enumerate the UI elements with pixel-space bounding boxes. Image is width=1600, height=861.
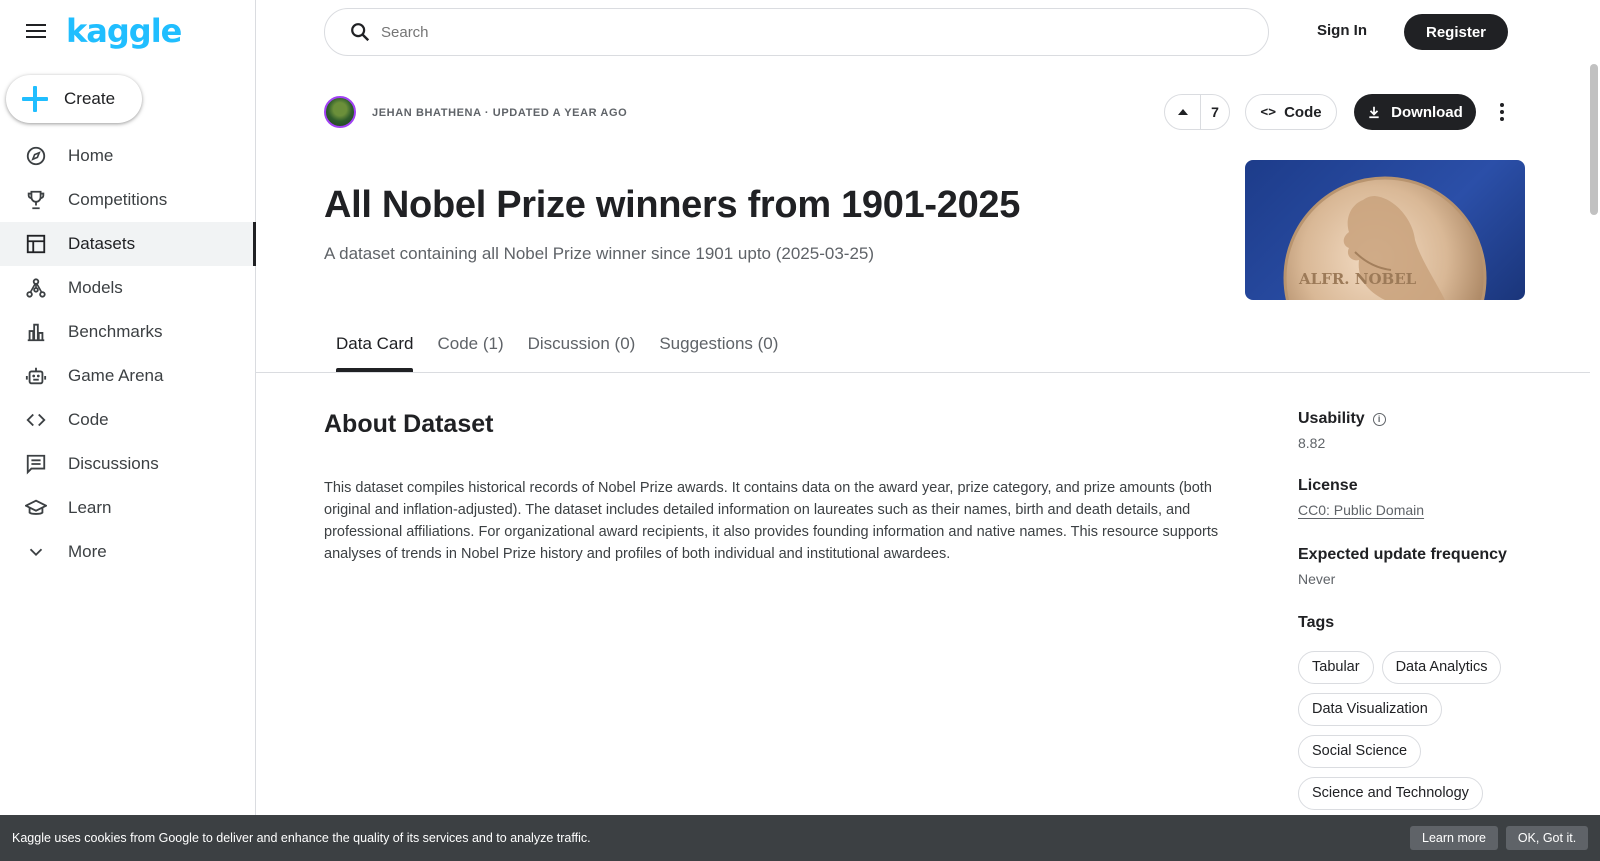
- usability-value: 8.82: [1298, 435, 1326, 451]
- tab-code[interactable]: Code (1): [437, 334, 504, 353]
- page-title: All Nobel Prize winners from 1901-2025: [324, 184, 1021, 226]
- tags-label: Tags: [1298, 614, 1335, 631]
- tag-chip[interactable]: Science and Technology: [1298, 777, 1483, 810]
- sidebar-item-home[interactable]: [0, 134, 256, 178]
- code-icon: <>: [1260, 104, 1277, 120]
- sign-in-link[interactable]: Sign In: [1317, 22, 1367, 39]
- sidebar-item-label: Discussions: [68, 454, 159, 473]
- cookie-text: Kaggle uses cookies from Google to deliver and enhance the quality of its services and to analyze traffic.: [12, 831, 591, 845]
- tag-chip[interactable]: Social Science: [1298, 735, 1421, 768]
- sidebar-item-label: Home: [68, 146, 114, 165]
- bar-chart-icon: [24, 320, 48, 344]
- tags-section: [1298, 614, 1558, 632]
- register-button[interactable]: Register: [1404, 14, 1508, 50]
- sidebar-item-label: Game Arena: [68, 366, 164, 385]
- hamburger-menu-icon[interactable]: [22, 20, 50, 44]
- tag-chip[interactable]: Data Visualization: [1298, 693, 1442, 726]
- sidebar: [0, 0, 256, 861]
- page-subtitle: A dataset containing all Nobel Prize winner since 1901 upto (2025-03-25): [324, 244, 875, 263]
- upvote-widget: [1164, 94, 1230, 130]
- search-bar[interactable]: [324, 8, 1269, 56]
- create-button[interactable]: [6, 75, 142, 123]
- sidebar-item-label: Learn: [68, 498, 112, 517]
- usability-label: Usability: [1298, 410, 1365, 427]
- author-updated-line[interactable]: JEHAN BHATHENA · UPDATED A YEAR AGO: [372, 107, 628, 119]
- sidebar-item-competitions[interactable]: [0, 178, 256, 222]
- tag-chip[interactable]: Data Analytics: [1382, 651, 1502, 684]
- tab-data-card[interactable]: Data Card: [324, 330, 425, 372]
- update-frequency-value: Never: [1298, 571, 1336, 587]
- medal-inscription: ALFR. NOBEL: [1299, 270, 1417, 288]
- search-icon: [349, 21, 371, 43]
- sidebar-item-label: Datasets: [68, 234, 136, 253]
- usability-section: [1298, 410, 1558, 451]
- school-icon: [24, 496, 48, 520]
- sidebar-item-more[interactable]: [0, 530, 256, 574]
- robot-icon: [24, 364, 48, 388]
- avatar[interactable]: [324, 96, 356, 128]
- tag-chip[interactable]: Tabular: [1298, 651, 1374, 684]
- search-input[interactable]: [381, 24, 1181, 41]
- cookie-banner: [0, 815, 1600, 861]
- tab-discussion[interactable]: Discussion (0): [527, 334, 636, 353]
- table-icon: [24, 232, 48, 256]
- compass-icon: [24, 144, 48, 168]
- sidebar-item-game-arena[interactable]: [0, 354, 256, 398]
- update-frequency-label: Expected update frequency: [1298, 546, 1507, 563]
- more-options-icon[interactable]: [1494, 100, 1510, 124]
- vote-count[interactable]: 7: [1211, 104, 1219, 120]
- sidebar-item-label: Models: [68, 278, 123, 297]
- dataset-description: This dataset compiles historical records of Nobel Prize awards. It contains data on the award year, prize category, and prize amounts (both original and inflation-adjusted). The dataset includes detailed information on laureates such as their names, birth and death details, and professional affiliations. For organizational award recipients, it also provides founding information and native names. This resource supports analyses of trends in Nobel Prize history and profiles of both individual and institutional awardees.: [324, 480, 1219, 562]
- comment-icon: [24, 452, 48, 476]
- update-frequency-section: [1298, 546, 1558, 587]
- kaggle-logo[interactable]: kaggle: [66, 12, 182, 50]
- sidebar-item-label: Benchmarks: [68, 322, 163, 341]
- sidebar-item-label: Code: [68, 410, 109, 429]
- plus-icon: [22, 86, 48, 112]
- download-button-label: Download: [1391, 103, 1463, 121]
- learn-more-button[interactable]: Learn more: [1410, 826, 1498, 850]
- tab-suggestions[interactable]: Suggestions (0): [659, 334, 779, 353]
- sidebar-item-benchmarks[interactable]: [0, 310, 256, 354]
- cookie-ok-button[interactable]: OK, Got it.: [1506, 826, 1588, 850]
- sidebar-item-models[interactable]: [0, 266, 256, 310]
- license-section: [1298, 477, 1558, 520]
- code-button[interactable]: [1245, 94, 1337, 130]
- trophy-icon: [24, 188, 48, 212]
- download-button[interactable]: [1354, 94, 1476, 130]
- sidebar-nav: [0, 134, 256, 574]
- sidebar-item-label: Competitions: [68, 190, 168, 209]
- tabs-divider: [256, 372, 1590, 373]
- sidebar-item-discussions[interactable]: [0, 442, 256, 486]
- create-label: Create: [64, 89, 116, 108]
- vertical-scrollbar[interactable]: [1590, 64, 1598, 215]
- sidebar-item-learn[interactable]: [0, 486, 256, 530]
- tag-list: [1298, 651, 1558, 819]
- caret-up-icon: [1177, 107, 1189, 117]
- code-button-label: Code: [1284, 103, 1322, 121]
- sidebar-item-label: More: [68, 542, 107, 561]
- license-link[interactable]: CC0: Public Domain: [1298, 502, 1425, 518]
- upvote-button[interactable]: [1165, 95, 1201, 129]
- chevron-down-icon: [24, 540, 48, 564]
- license-label: License: [1298, 477, 1358, 494]
- sidebar-item-datasets[interactable]: [0, 222, 256, 266]
- tab-bar: [324, 330, 790, 372]
- download-icon: [1367, 105, 1381, 119]
- code-icon: [24, 408, 48, 432]
- sidebar-item-code[interactable]: [0, 398, 256, 442]
- info-icon[interactable]: i: [1373, 413, 1386, 426]
- about-dataset-heading: About Dataset: [324, 410, 494, 438]
- dataset-cover-image: [1245, 160, 1525, 300]
- models-icon: [24, 276, 48, 300]
